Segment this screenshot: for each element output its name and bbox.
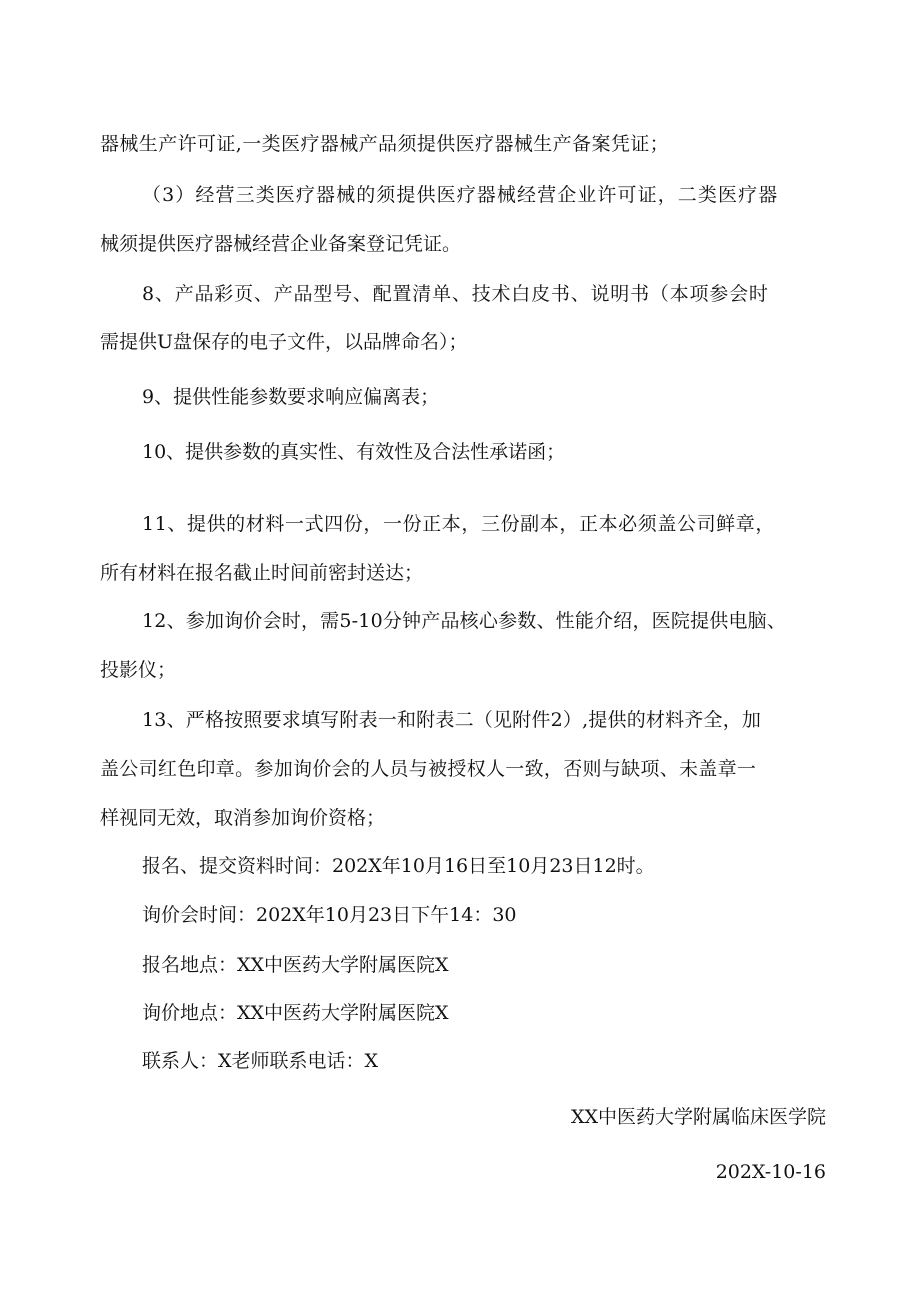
text-line: 报名地点：XX中医药大学附属医院X	[142, 954, 449, 976]
text-line: 样视同无效，取消参加询价资格；	[100, 807, 386, 829]
signature-organization: XX中医药大学附属临床医学院	[570, 1106, 826, 1128]
text-line: 询价地点：XX中医药大学附属医院X	[142, 1002, 449, 1024]
signature-date: 202X-10-16	[715, 1161, 826, 1183]
text-line: 11、提供的材料一式四份，一份正本，三份副本，正本必须盖公司鲜章，	[142, 513, 775, 535]
text-line: 9、提供性能参数要求响应偏离表；	[142, 386, 440, 408]
text-line: 器械生产许可证,一类医疗器械产品须提供医疗器械生产备案凭证；	[100, 133, 670, 155]
text-line: 12、参加询价会时，需5-10分钟产品核心参数、性能介绍，医院提供电脑、	[142, 610, 787, 632]
text-line: 需提供U盘保存的电子文件，以品牌命名）；	[100, 331, 468, 353]
text-line: 10、提供参数的真实性、有效性及合法性承诺函；	[142, 441, 566, 463]
text-line: 所有材料在报名截止时间前密封送达；	[100, 562, 424, 584]
text-line: 械须提供医疗器械经营企业备案登记凭证。	[100, 233, 462, 255]
text-line: 8、产品彩页、产品型号、配置清单、技术白皮书、说明书（本项参会时	[142, 283, 769, 305]
text-line: 报名、提交资料时间：202X年10月16日至10月23日12时。	[142, 855, 655, 877]
text-line: 13、严格按照要求填写附表一和附表二（见附件2）,提供的材料齐全，加	[142, 709, 762, 731]
text-line: 投影仪；	[100, 659, 177, 681]
text-line: （3）经营三类医疗器械的须提供医疗器械经营企业许可证，二类医疗器	[142, 184, 779, 206]
text-line: 联系人：X老师联系电话：X	[142, 1050, 379, 1072]
text-line: 询价会时间：202X年10月23日下午14：30	[142, 904, 517, 926]
text-line: 盖公司红色印章。参加询价会的人员与被授权人一致，否则与缺项、未盖章一	[100, 758, 757, 780]
